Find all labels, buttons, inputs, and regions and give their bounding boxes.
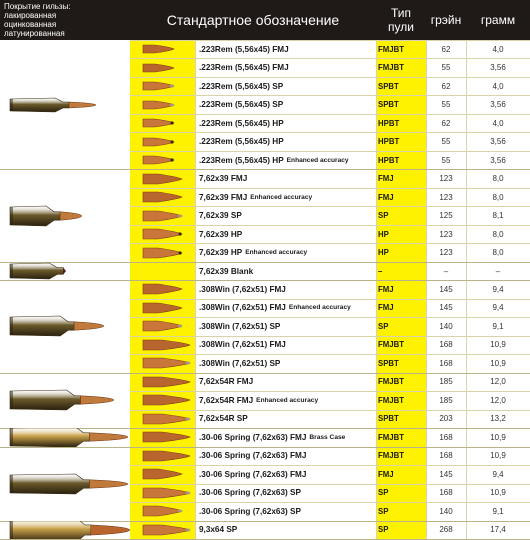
designation-text: 7,62x39 FMJ [199,192,248,202]
bullet-type-cell: SP [378,506,389,516]
designation-text: .30-06 Spring (7,62x63) SP [199,488,301,498]
cartridge-icon [8,521,130,539]
bullet-icon [142,63,176,73]
bullet-icon [142,81,176,91]
gram-cell: 8,0 [492,174,504,184]
legend-line: оцинкованная [4,20,57,29]
designation-text: .223Rem (5,56x45) HP [199,155,284,165]
bullet-image-cell [130,336,195,354]
bullet-image-cell [130,280,195,298]
row-divider [130,206,530,207]
bullet-type-cell: FMJ [378,192,394,202]
grain-cell: 55 [441,100,451,110]
designation-cell [195,40,376,58]
designation-cell [195,410,376,428]
designation-text: 7,62x54R FMJ [199,377,254,387]
bullet-type-cell: FMJBT [378,340,404,350]
bullet-type-cell: SP [378,321,389,331]
designation-text: 7,62x39 HP [199,229,243,239]
grain-cell: 185 [439,395,453,405]
designation-cell [195,521,376,539]
grain-cell: 168 [439,358,453,368]
designation-suffix: Enhanced accuracy [250,193,313,201]
gram-cell: 12,0 [490,395,506,405]
designation-suffix: Enhanced accuracy [245,249,308,257]
bullet-image-cell [130,502,195,520]
column-divider [466,40,467,539]
gram-cell: – [495,266,501,276]
row-divider [130,243,530,244]
column-divider [426,40,427,539]
bullet-image-cell [130,40,195,58]
designation-text: .30-06 Spring (7,62x63) FMJ [199,451,307,461]
designation-cell [195,317,376,335]
bullet-image-cell [130,77,195,95]
gram-cell: 10,9 [490,340,506,350]
gram-cell: 8,0 [492,248,504,258]
designation-suffix: Enhanced accuracy [286,156,349,164]
bullet-icon [142,247,184,259]
bullet-icon [142,191,184,203]
row-divider [130,391,530,392]
designation-text: .308Win (7,62x51) SP [199,358,281,368]
designation-cell [195,114,376,132]
grain-cell: 125 [439,211,453,221]
designation-text: .308Win (7,62x51) FMJ [199,284,286,294]
bullet-image-cell [130,299,195,317]
grain-cell: 55 [441,63,451,73]
designation-text: 7,62x54R FMJ [199,395,254,405]
designation-cell [195,206,376,224]
designation-text: 7,62x39 FMJ [199,174,248,184]
grain-cell: 145 [439,303,453,313]
bullet-type-cell: SPBT [378,358,399,368]
designation-cell [195,151,376,169]
bullet-icon [142,118,176,128]
bullet-icon [142,376,192,388]
cartridge-icon [8,204,84,228]
legend-line: латунированная [4,29,65,38]
row-divider [130,188,530,189]
bullet-type-cell: FMJ [378,303,394,313]
gram-cell: 8,0 [492,192,504,202]
bullet-image-cell [130,465,195,483]
gram-cell: 3,56 [490,137,506,147]
cartridge-cell [0,169,130,261]
bullet-image-cell [130,243,195,261]
table-header [0,0,530,40]
gram-cell: 9,4 [492,469,504,479]
grain-cell: 123 [439,248,453,258]
bullet-type-cell: SPBT [378,100,399,110]
gram-header: грамм [466,0,530,40]
gram-cell: 9,4 [492,284,504,294]
gram-cell: 8,1 [492,211,504,221]
designation-cell [195,428,376,446]
designation-cell [195,225,376,243]
row-divider [130,114,530,115]
grain-cell: 62 [441,81,451,91]
gram-cell: 10,9 [490,358,506,368]
bullet-type-cell: FMJ [378,284,394,294]
designation-text: .308Win (7,62x51) SP [199,321,281,331]
grain-cell: 185 [439,377,453,387]
bullet-type-cell: FMJ [378,469,394,479]
cartridge-icon [8,262,70,280]
row-divider [130,465,530,466]
row-divider [130,77,530,78]
designation-header: Стандартное обозначение [130,0,376,40]
designation-cell [195,77,376,95]
bullet-type-header-line: Тип [390,6,411,20]
designation-suffix: Enhanced accuracy [256,396,319,404]
grain-cell: 123 [439,229,453,239]
designation-text: 7,62x39 Blank [199,266,254,276]
gram-cell: 9,1 [492,506,504,516]
designation-cell [195,58,376,76]
gram-cell: 10,9 [490,432,506,442]
cartridge-icon [8,388,116,412]
grain-cell: 168 [439,340,453,350]
bullet-icon [142,413,192,425]
row-divider [130,410,530,411]
bullet-icon [142,450,192,462]
bullet-type-header [376,0,426,40]
column-divider [195,40,196,539]
cartridge-icon [8,314,106,338]
cartridge-cell [0,521,130,539]
grain-cell: 145 [439,284,453,294]
gram-cell: 9,4 [492,303,504,313]
designation-cell [195,336,376,354]
grain-cell: 55 [441,155,451,165]
row-divider [130,317,530,318]
bullet-type-cell: SP [378,211,389,221]
designation-cell [195,169,376,187]
grain-cell: 168 [439,488,453,498]
bullet-icon [142,100,176,110]
finish-legend [0,0,130,40]
bullet-image-cell [130,225,195,243]
gram-cell: 8,0 [492,229,504,239]
designation-cell [195,262,376,280]
designation-cell [195,373,376,391]
grain-cell: 140 [439,321,453,331]
designation-cell [195,484,376,502]
cartridge-icon [8,472,130,496]
row-divider [130,336,530,337]
designation-cell [195,465,376,483]
grain-cell: 168 [439,451,453,461]
bullet-icon [142,137,176,147]
grain-cell: 140 [439,506,453,516]
bullet-image-cell [130,262,195,280]
designation-text: .223Rem (5,56x45) HP [199,118,284,128]
gram-cell: 4,0 [492,81,504,91]
cartridge-cell [0,428,130,446]
bullet-image-cell [130,428,195,446]
gram-cell: 3,56 [490,100,506,110]
row-divider [130,40,530,41]
bullet-image-cell [130,58,195,76]
gram-cell: 10,9 [490,488,506,498]
designation-text: .223Rem (5,56x45) SP [199,100,284,110]
cartridge-cell [0,447,130,521]
designation-cell [195,354,376,372]
grain-header: грэйн [426,0,466,40]
bullet-type-cell: HP [378,229,389,239]
row-divider [130,354,530,355]
grain-cell: 123 [439,174,453,184]
bullet-type-cell: SPBT [378,81,399,91]
row-divider [130,484,530,485]
designation-text: .223Rem (5,56x45) FMJ [199,63,289,73]
designation-cell [195,132,376,150]
bullet-type-cell: FMJBT [378,451,404,461]
row-divider [130,151,530,152]
bullet-type-cell: FMJBT [378,63,404,73]
gram-cell: 9,1 [492,321,504,331]
designation-text: 7,62x39 SP [199,211,242,221]
bullet-type-cell: FMJBT [378,432,404,442]
cartridge-cell [0,280,130,372]
bullet-image-cell [130,151,195,169]
bullet-type-cell: HPBT [378,118,400,128]
grain-cell: 123 [439,192,453,202]
gram-cell: 3,56 [490,63,506,73]
bullet-image-cell [130,354,195,372]
designation-text: .223Rem (5,56x45) SP [199,81,284,91]
bullet-type-cell: FMJBT [378,377,404,387]
row-divider [130,299,530,300]
designation-suffix: Brass Case [309,433,346,441]
designation-cell [195,391,376,409]
gram-cell: 13,2 [490,414,506,424]
designation-text: .30-06 Spring (7,62x63) FMJ [199,432,307,442]
grain-cell: 62 [441,44,451,54]
row-divider [130,502,530,503]
bullet-icon [142,431,192,443]
grain-cell: 55 [441,137,451,147]
gram-cell: 10,9 [490,451,506,461]
bullet-icon [142,394,192,406]
designation-text: .30-06 Spring (7,62x63) FMJ [199,469,307,479]
grain-cell: 145 [439,469,453,479]
bullet-type-cell: HP [378,248,389,258]
designation-text: .223Rem (5,56x45) HP [199,137,284,147]
designation-text: 7,62x39 HP [199,248,243,258]
grain-cell: 203 [439,414,453,424]
bullet-icon [142,173,184,185]
bullet-image-cell [130,206,195,224]
bullet-icon [142,302,184,314]
designation-text: 9,3x64 SP [199,525,238,535]
designation-text: .223Rem (5,56x45) FMJ [199,44,289,54]
bullet-type-cell: HPBT [378,137,400,147]
cartridge-cell [0,373,130,428]
gram-cell: 12,0 [490,377,506,387]
bullet-image-cell [130,391,195,409]
row-divider [130,95,530,96]
bullet-icon [142,487,192,499]
gram-cell: 17,4 [490,525,506,535]
bullet-icon [142,320,184,332]
designation-cell [195,280,376,298]
cartridge-icon [8,428,130,446]
column-divider [376,40,377,539]
designation-cell [195,299,376,317]
gram-cell: 4,0 [492,44,504,54]
bullet-icon [142,468,184,480]
bullet-image-cell [130,114,195,132]
designation-text: .308Win (7,62x51) FMJ [199,340,286,350]
row-divider [130,58,530,59]
cartridge-icon [8,96,98,114]
bullet-type-cell: SP [378,525,389,535]
bullet-icon [142,155,176,165]
cartridge-cell [0,40,130,169]
bullet-image-cell [130,317,195,335]
bullet-image-cell [130,447,195,465]
grain-cell: 268 [439,525,453,535]
gram-cell: 4,0 [492,118,504,128]
bullet-type-cell: FMJBT [378,395,404,405]
designation-suffix: Enhanced accuracy [288,304,351,312]
designation-text: .308Win (7,62x51) FMJ [199,303,286,313]
bullet-type-cell: – [378,266,383,276]
bullet-image-cell [130,169,195,187]
row-divider [130,225,530,226]
bullet-type-header-line: пули [388,20,414,34]
bullet-image-cell [130,484,195,502]
grain-cell: 168 [439,432,453,442]
designation-cell [195,502,376,520]
bullet-type-cell: HPBT [378,155,400,165]
bullet-type-cell: FMJ [378,174,394,184]
bullet-type-cell: FMJBT [378,44,404,54]
designation-text: 7,62x54R SP [199,414,248,424]
row-divider [130,132,530,133]
bullet-type-cell: SPBT [378,414,399,424]
gram-cell: 3,56 [490,155,506,165]
bullet-icon [142,44,176,54]
bullet-icon [142,228,184,240]
bullet-image-cell [130,410,195,428]
bullet-icon [142,357,192,369]
bullet-image-cell [130,521,195,539]
bullet-image-cell [130,188,195,206]
bullet-image-cell [130,95,195,113]
bullet-icon [142,283,184,295]
designation-cell [195,447,376,465]
bullet-icon [142,339,192,351]
bullet-icon [142,210,184,222]
bullet-icon [142,505,184,517]
designation-text: .30-06 Spring (7,62x63) SP [199,506,301,516]
designation-cell [195,95,376,113]
grain-cell: 62 [441,118,451,128]
legend-line: лакированная [4,11,57,20]
designation-cell [195,188,376,206]
bullet-image-cell [130,373,195,391]
cartridge-cell [0,262,130,280]
designation-cell [195,243,376,261]
legend-line: Покрытие гильзы: [4,2,71,11]
grain-cell: – [443,266,449,276]
bullet-icon [142,524,192,536]
bullet-type-cell: SP [378,488,389,498]
bullet-image-cell [130,132,195,150]
